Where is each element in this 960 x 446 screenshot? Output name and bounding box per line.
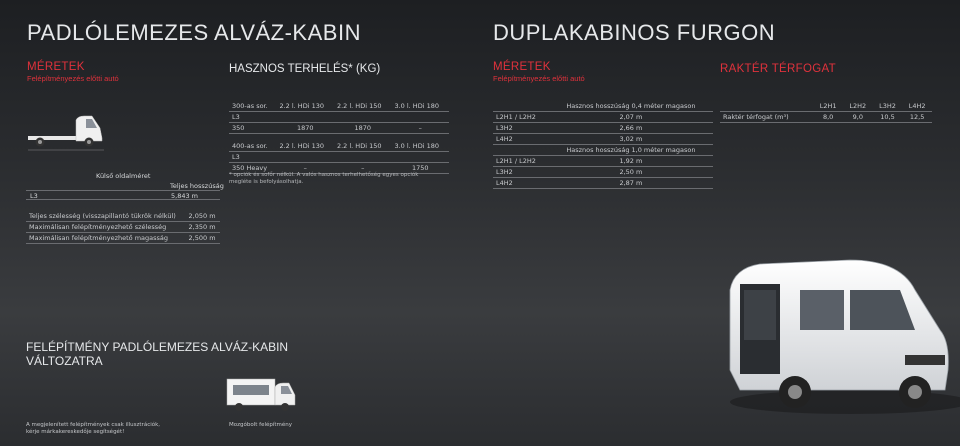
table-row <box>26 222 220 233</box>
mobile-shop-illustration <box>225 375 297 415</box>
length-row-value: 5,843 m <box>171 192 199 200</box>
table-cell: 2.2 l. HDi 150 <box>334 141 392 152</box>
right-dims-subheading: Felépítményezés előtti autó <box>493 74 585 83</box>
table-cell: 3.0 l. HDi 180 <box>391 141 449 152</box>
table-cell: 9,0 <box>843 112 873 123</box>
table-cell: L3H2 <box>493 123 549 134</box>
table-row <box>229 123 449 134</box>
table-cell: 2,87 m <box>549 178 713 189</box>
table-cell: 1870 <box>276 123 334 134</box>
table-cell: 300-as sor. <box>229 101 276 112</box>
table-cell: 2,350 m <box>186 222 220 233</box>
table-cell: 8,0 <box>813 112 843 123</box>
bottom-heading-line2: VÁLTOZATRA <box>26 354 103 368</box>
payload-table-300 <box>229 101 449 134</box>
table-cell: 1870 <box>334 123 392 134</box>
cargo-heading: RAKTÉR TÉRFOGAT <box>720 63 836 75</box>
outer-size-label: Külső oldalméret <box>96 172 151 180</box>
payload-table-400 <box>229 141 449 174</box>
table-cell: L3 <box>229 112 276 123</box>
useful-length-table <box>493 101 713 189</box>
group-header-row <box>493 145 713 156</box>
table-cell: Maximálisan felépítményezhető magasság <box>26 233 186 244</box>
bottom-heading <box>26 340 288 368</box>
table-row <box>720 112 932 123</box>
table-row <box>229 152 449 163</box>
table-cell: Raktér térfogat (m³) <box>720 112 813 123</box>
table-row <box>493 134 713 145</box>
left-dims-subheading: Felépítményezés előtti autó <box>27 74 119 83</box>
van-photo <box>700 250 960 420</box>
group-header-row <box>493 101 713 112</box>
table-row <box>493 112 713 123</box>
table-cell: 10,5 <box>873 112 903 123</box>
table-row <box>493 156 713 167</box>
length-row <box>26 190 220 200</box>
total-length-label: Teljes hosszúság <box>170 182 224 190</box>
table-row <box>493 123 713 134</box>
table-row <box>229 112 449 123</box>
table-cell: 2.2 l. HDi 150 <box>334 101 392 112</box>
table-cell: 1,92 m <box>549 156 713 167</box>
table-cell: 2,66 m <box>549 123 713 134</box>
table-cell: 350 <box>229 123 276 134</box>
table-cell: Teljes szélesség (visszapillantó tükrök nélkül) <box>26 211 186 222</box>
table-cell: 1750 <box>391 163 449 174</box>
length-row-label: L3 <box>30 192 38 200</box>
chassis-cab-illustration <box>26 110 106 152</box>
table-row <box>493 167 713 178</box>
table-cell: L3H2 <box>873 101 903 112</box>
table-cell: 2,50 m <box>549 167 713 178</box>
table-cell: L3 <box>229 152 276 163</box>
table-cell: L4H2 <box>902 101 932 112</box>
table-cell: L3H2 <box>493 167 549 178</box>
table-cell: L2H1 / L2H2 <box>493 112 549 123</box>
table-cell: L2H2 <box>843 101 873 112</box>
left-page-title: PADLÓLEMEZES ALVÁZ-KABIN <box>27 20 361 45</box>
table-cell: – <box>334 163 392 174</box>
table-cell: – <box>391 123 449 134</box>
left-dims-heading: MÉRETEK <box>27 61 85 73</box>
table-cell: L4H2 <box>493 134 549 145</box>
cargo-volume-table <box>720 101 932 123</box>
bottom-heading-line1: FELÉPÍTMÉNY PADLÓLEMEZES ALVÁZ-KABIN <box>26 340 289 354</box>
table-row <box>26 211 220 222</box>
table-cell: Maximálisan felépítményezhető szélesség <box>26 222 186 233</box>
footer-caption: Mozgóbolt felépítmény <box>229 422 293 428</box>
table-cell: 2,500 m <box>186 233 220 244</box>
table-cell: 400-as sor. <box>229 141 276 152</box>
table-cell: – <box>276 163 334 174</box>
table-cell: L2H1 <box>813 101 843 112</box>
right-page-title: DUPLAKABINOS FURGON <box>493 20 776 45</box>
group-header: Hasznos hosszúság 1,0 méter magason <box>549 145 713 156</box>
table-cell: 2.2 l. HDi 130 <box>276 141 334 152</box>
right-dims-heading: MÉRETEK <box>493 61 551 73</box>
table-cell: 2,050 m <box>186 211 220 222</box>
table-cell: 2.2 l. HDi 130 <box>276 101 334 112</box>
group-header: Hasznos hosszúság 0,4 méter magason <box>549 101 713 112</box>
payload-footnote: * opciók és sofőr nélkül. A valós hasznos terhelhetőség egyes opciók megléte is befolyásolhatja. <box>229 172 419 185</box>
table-header-row <box>229 101 449 112</box>
table-row <box>493 178 713 189</box>
table-row <box>26 233 220 244</box>
table-cell: L2H1 / L2H2 <box>493 156 549 167</box>
payload-heading: HASZNOS TERHELÉS* (KG) <box>229 63 381 75</box>
footer-disclaimer-line2: kérje márkakereskedője segítségét! <box>26 429 125 435</box>
table-cell: 2,07 m <box>549 112 713 123</box>
table-header-row <box>229 141 449 152</box>
footer-disclaimer <box>26 422 160 436</box>
table-cell: L4H2 <box>493 178 549 189</box>
table-cell: 3,02 m <box>549 134 713 145</box>
table-cell: 3.0 l. HDi 180 <box>391 101 449 112</box>
footer-disclaimer-line1: A megjelenített felépítmények csak illusztrációk, <box>26 422 161 428</box>
table-cell: 12,5 <box>902 112 932 123</box>
table-cell: 350 Heavy <box>229 163 276 174</box>
table-header-row <box>720 101 932 112</box>
width-table <box>26 211 220 244</box>
